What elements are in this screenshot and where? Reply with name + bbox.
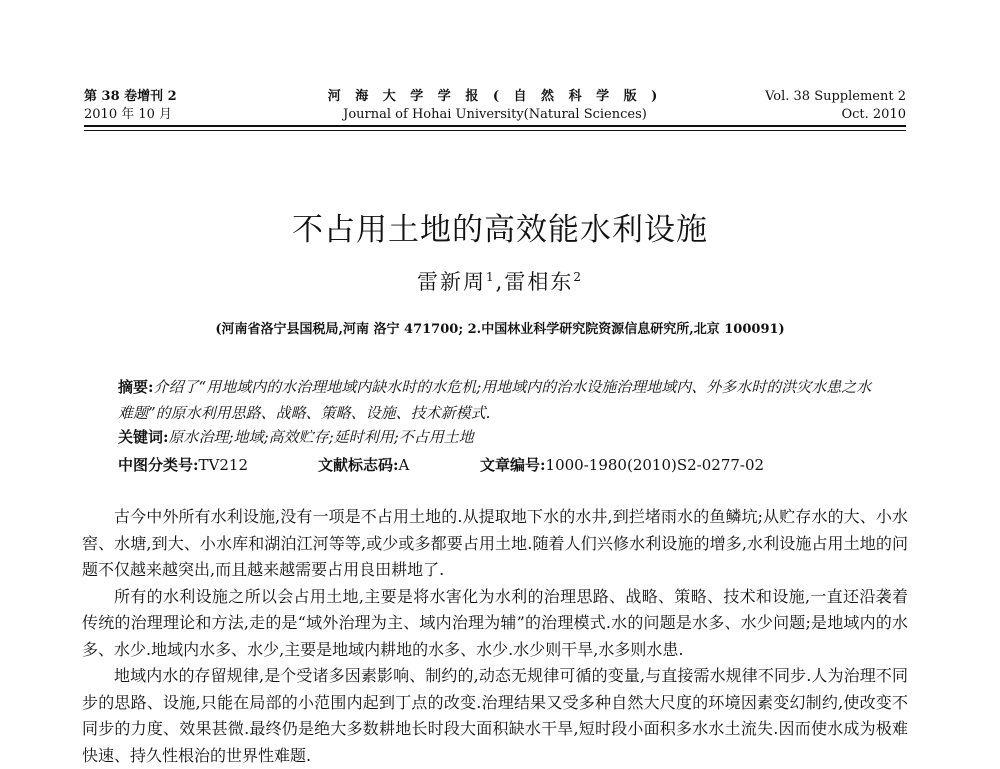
journal-name-en: Journal of Hohai University(Natural Sciences) bbox=[343, 107, 647, 122]
paper-title: 不占用土地的高效能水利设施 bbox=[292, 212, 708, 248]
clc-field bbox=[118, 452, 248, 478]
article-number-label: 文章编号: bbox=[480, 456, 546, 474]
volume-en: Vol. 38 Supplement 2 bbox=[765, 89, 906, 104]
doc-code-label: 文献标志码: bbox=[318, 456, 399, 474]
author-separator: , bbox=[495, 270, 505, 294]
body-text bbox=[82, 504, 908, 769]
paragraph: 地域内水的存留规律,是个受诸多因素影响、制约的,动态无规律可循的变量,与直接需水规律不同步.人为治理不同步的思路、设施,只能在局部的小范围内起到丁点的改变.治理结果又受多种自然大尺度的环境因素变幻制约,使改变不同步的力度、效果甚微.最终仍是绝大多数耕地长时段大面积缺水干旱,短时段小面积多水水土流失.因而使水成为极难快速、持久性根治的世界性难题. bbox=[82, 666, 908, 765]
author-1: 雷新周 bbox=[417, 270, 487, 294]
keywords-label: 关键词: bbox=[118, 428, 169, 446]
abstract-text: 介绍了“用地域内的水治理地域内缺水时的水危机;用地域内的治水设施治理地域内、外多水时的洪灾水患之水难题”的原水利用思路、战略、策略、设施、技术新模式. bbox=[118, 378, 872, 422]
journal-name-cn: 河 海 大 学 学 报 ( 自 然 科 学 版 ) bbox=[327, 89, 663, 104]
author-1-affil-mark: 1 bbox=[486, 270, 496, 284]
doc-code-value: A bbox=[398, 456, 410, 474]
date-en: Oct. 2010 bbox=[841, 107, 906, 122]
paragraph: 古今中外所有水利设施,没有一项是不占用土地的.从提取地下水的水井,到拦堵雨水的鱼鳞坑;从贮存水的大、小水窖、水塘,到大、小水库和湖泊江河等等,或少或多都要占用土地.随着人们兴修水利设施的增多,水利设施占用土地的问题不仅越来越突出,而且越来越需要占用良田耕地了. bbox=[82, 507, 908, 579]
header-rule-thin bbox=[84, 130, 906, 131]
issue-date: 2010 年 10 月 bbox=[84, 107, 173, 122]
clc-label: 中图分类号: bbox=[118, 456, 199, 474]
article-number-field bbox=[480, 452, 764, 478]
paragraph: 所有的水利设施之所以会占用土地,主要是将水害化为水利的治理思路、战略、策略、技术和设施,一直还沿袭着传统的治理理论和方法,走的是“域外治理为主、域内治理为辅”的治理模式.水的问题是水多、水少问题;是地域内的水多、水少.地域内水多、水少,主要是地域内耕地的水多、水少.水少则干旱,水多则水患. bbox=[82, 586, 908, 659]
keywords bbox=[118, 424, 878, 450]
volume-label: 第 38 卷增刊 2 bbox=[84, 89, 177, 104]
header-right bbox=[765, 88, 906, 124]
header-rule-thick bbox=[84, 125, 906, 127]
journal-header bbox=[84, 88, 906, 122]
author-2-affil-mark: 2 bbox=[573, 270, 583, 284]
doc-code-field bbox=[318, 452, 409, 478]
clc-value: TV212 bbox=[198, 456, 249, 474]
abstract-label: 摘要: bbox=[118, 378, 154, 396]
keywords-text: 原水治理;地域;高效贮存;延时利用;不占用土地 bbox=[168, 428, 474, 446]
abstract bbox=[118, 374, 878, 426]
authors bbox=[0, 266, 1000, 296]
author-2: 雷相东 bbox=[504, 270, 574, 294]
affiliation: (河南省洛宁县国税局,河南 洛宁 471700; 2.中国林业科学研究院资源信息研究所,北京 100091) bbox=[215, 322, 785, 337]
article-number-value: 1000-1980(2010)S2-0277-02 bbox=[545, 456, 765, 474]
